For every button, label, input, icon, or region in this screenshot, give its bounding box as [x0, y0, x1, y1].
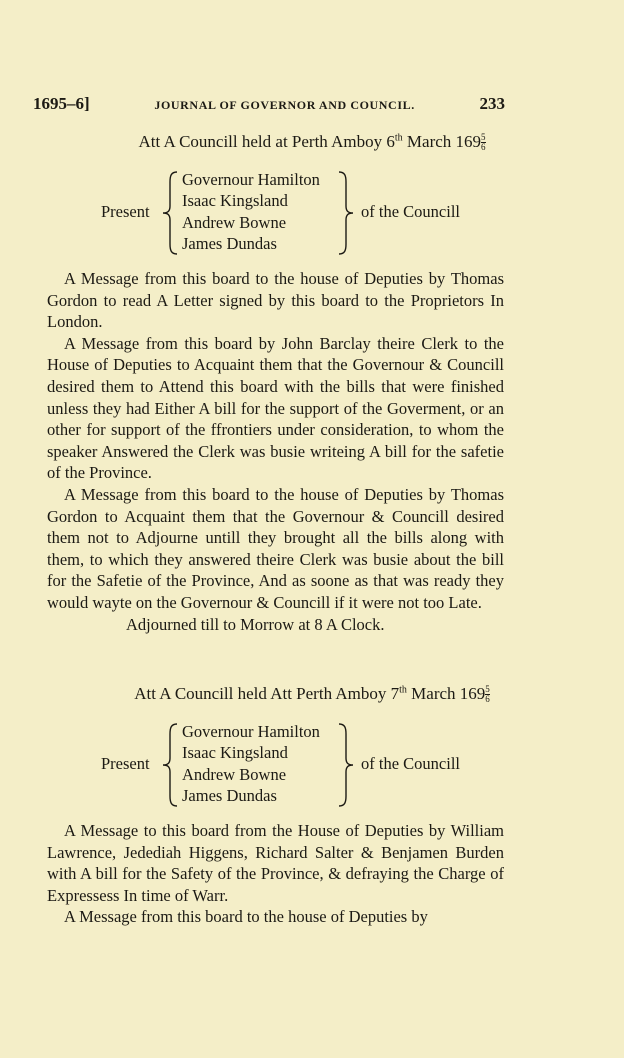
member-name: Governour Hamilton: [182, 722, 320, 741]
minute-paragraph: A Message from this board by John Barclay theire Clerk to the House of Deputies to Acquaint them that the Governour & Councill desired them to Attend this board with the bills that were finished unless they had Either A bill for the support of the Goverment, or an other for support of the ffrontiers under consideration, to whom the speaker Answered the Clerk was busie writeing A bill for the safetie of the Province.: [47, 333, 504, 483]
council-label: of the Councill: [361, 202, 460, 221]
present-label: Present: [101, 754, 150, 773]
member-name: Governour Hamilton: [182, 170, 320, 189]
minute-paragraph: A Message from this board to the house of Deputies by: [64, 907, 428, 927]
right-brace-icon: [336, 170, 358, 256]
right-brace-icon: [336, 722, 358, 808]
minute-paragraph: A Message from this board to the house of Deputies by Thomas Gordon to Acquaint them that the Governour & Councill desired them not to Adjourne untill they brought all the bills along with them, to which they answered theire Clerk was busie about the bill for the Safetie of the Province, And as soone as that was ready they would wayte on the Governour & Councill if it were not too Late.: [47, 484, 504, 612]
council-label: of the Councill: [361, 754, 460, 773]
left-brace-icon: [158, 170, 180, 256]
member-name: James Dundas: [182, 786, 277, 805]
member-name: Andrew Bowne: [182, 765, 287, 784]
heading-ordinal: th: [399, 684, 407, 696]
minute-paragraph: A Message to this board from the House of Deputies by William Lawrence, Jedediah Higgens, Richard Salter & Benjamen Burden with A bill for the Safety of the Province, & defraying the Charge of Expressess In time of Warr.: [47, 821, 504, 905]
header-date-range: 1695–6]: [33, 94, 90, 113]
heading-month-year: March 169: [406, 684, 486, 703]
heading-text: Att A Councill held Att Perth Amboy 7: [134, 684, 400, 703]
heading-month-year: March 169: [402, 132, 482, 151]
year-fraction: $\frac{5}{6}$: [485, 684, 490, 704]
minute-paragraph: A Message from this board to the house of Deputies by Thomas Gordon to read A Letter signed by this board to the Proprietors In London.: [47, 269, 504, 332]
member-name: James Dundas: [182, 234, 277, 253]
meeting-1-heading: [0, 132, 624, 152]
meeting-1-attendance: [0, 168, 624, 258]
adjournment-line: Adjourned till to Morrow at 8 A Clock.: [126, 614, 385, 634]
heading-text: Att A Councill held at Perth Amboy 6: [138, 132, 395, 151]
header-title: JOURNAL OF GOVERNOR AND COUNCIL.: [154, 98, 415, 112]
member-name: Isaac Kingsland: [182, 191, 288, 210]
left-brace-icon: [158, 722, 180, 808]
member-name: Isaac Kingsland: [182, 743, 288, 762]
page-number: 233: [479, 94, 505, 113]
meeting-2-minutes: [47, 820, 504, 928]
year-fraction: $\frac{5}{6}$: [481, 132, 486, 152]
present-label: Present: [101, 202, 150, 221]
heading-ordinal: th: [394, 132, 403, 144]
meeting-2-heading: [0, 684, 624, 704]
meeting-1-minutes: [47, 268, 504, 635]
meeting-2-attendance: [0, 720, 624, 810]
running-header: [33, 94, 505, 114]
member-name: Andrew Bowne: [182, 213, 287, 232]
